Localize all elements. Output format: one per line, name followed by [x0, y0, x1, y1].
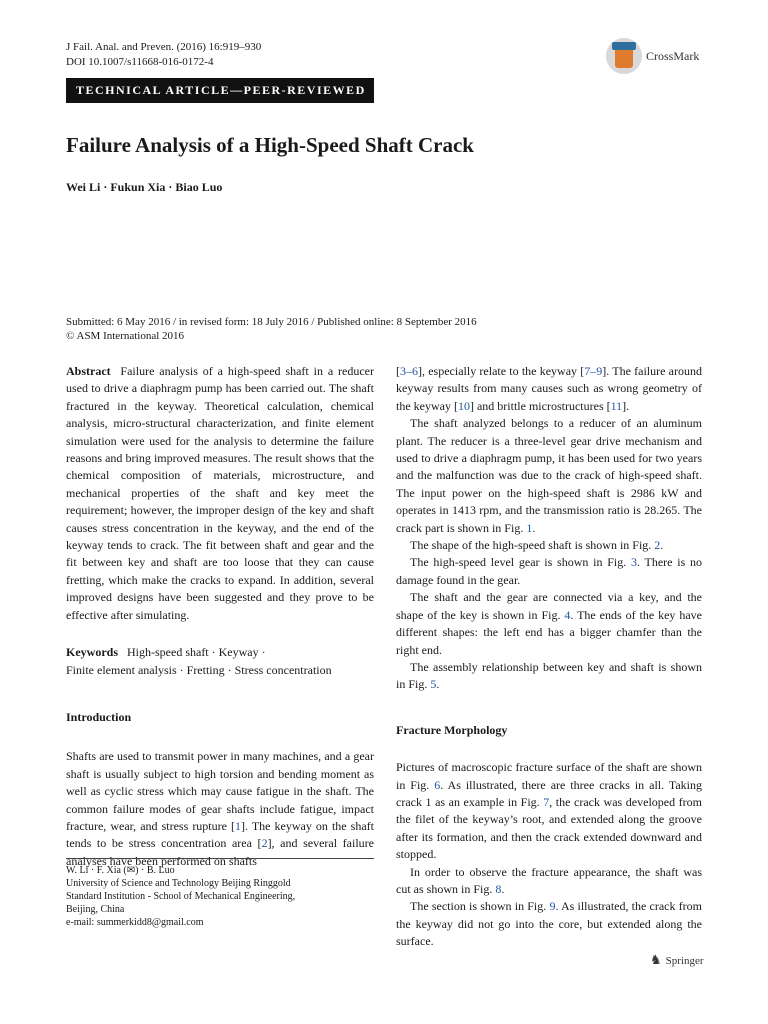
- author-list: Wei Li · Fukun Xia · Biao Luo: [66, 180, 223, 194]
- figure-link[interactable]: 4: [564, 607, 571, 622]
- figure-link[interactable]: 5: [430, 677, 437, 692]
- publisher-logo: [650, 952, 704, 968]
- author-email[interactable]: e-mail: summerkidd8@gmail.com: [66, 917, 204, 928]
- reference-link[interactable]: 7–9: [584, 364, 603, 378]
- fracture-heading: Fracture Morphology: [396, 722, 508, 737]
- figure-link[interactable]: 8: [495, 881, 502, 896]
- doi-line[interactable]: DOI 10.1007/s11668-016-0172-4: [66, 56, 214, 68]
- keywords-line-1: High-speed shaft · Keyway ·: [127, 645, 266, 660]
- reference-link[interactable]: 11: [610, 398, 623, 413]
- crossmark-label: CrossMark: [646, 49, 700, 63]
- keywords: [66, 644, 374, 679]
- introduction-heading: Introduction: [66, 709, 132, 724]
- intro-continued-paragraph: [3–6], especially relate to the keyway [7–9]. The failure around keyway results from many causes such as wrong geometry of the keyway [10] and brittle microstructures [11].: [396, 364, 702, 413]
- key-paragraph: The shaft and the gear are connected via a key, and the shape of the key is shown in Fig. 4. The ends of the key have different shapes: the left end has a bigger chamfer than the right end.: [396, 590, 702, 657]
- fracture-paragraph-3: The section is shown in Fig. 9. As illustrated, the crack from the keyway did not go into the core, but extended along the surface.: [396, 899, 703, 949]
- figure-link[interactable]: 1: [526, 520, 533, 535]
- shaft-shape-paragraph: The shape of the high-speed shaft is shown in Fig. 2.: [410, 538, 664, 553]
- keywords-line-2: Finite element analysis · Fretting · Stress concentration: [66, 662, 332, 677]
- author-affiliation-footnote: [66, 858, 374, 929]
- figure-link[interactable]: 6: [434, 777, 441, 792]
- figure-link[interactable]: 3: [630, 555, 637, 570]
- shaft-description-paragraph: The shaft analyzed belongs to a reducer of an aluminum plant. The reducer is a three-level gear drive mechanism and used to drive a diaphragm pump, it has been used for two years and the malfunction was due to the crack of high-speed shaft. The input power on the high-speed shaft is 2986 kW and operates in 1413 rpm, and the transmission ratio is 28.265. The crack part is shown in Fig. 1.: [396, 416, 702, 535]
- figure-link[interactable]: 7: [543, 794, 550, 809]
- footnote-authors: W. Li · F. Xia (✉) · B. Luo: [66, 865, 175, 876]
- fracture-paragraph-1: Pictures of macroscopic fracture surface of the shaft are shown in Fig. 6. As illustrated, there are three cracks in all. Taking crack 1 as an example in Fig. 7, the crack was developed from the filet of the keyway’s root, and extended along the groove after its formation, and then the crack extended downward and stopped.: [396, 760, 702, 862]
- publisher-name: Springer: [665, 955, 704, 967]
- article-title: Failure Analysis of a High-Speed Shaft Crack: [66, 133, 474, 157]
- reference-link[interactable]: 3–6: [400, 364, 418, 378]
- date-history: Submitted: 6 May 2016 / in revised form: 18 July 2016 / Published online: 8 September 2016: [66, 316, 477, 328]
- reference-link[interactable]: 1: [235, 818, 242, 833]
- abstract-text: Failure analysis of a high-speed shaft in a reducer used to drive a diaphragm pump has been carried out. The shaft fractured in the keyway. Theoretical calculation, chemical analysis, micro-structural characterization, and finite element simulation were used for the analysis to determine the failure reasons and bring improved measures. The result shows that the chemical composition of materials, microstructure, and mechanical properties of the shaft and key meet the requirement; however, the improper design of the key and shaft causes stress concentration in the keyway, and the end of the keyway tends to crack. The fit between shaft and gear and the fit between key and shaft are too loose that they can cause fretting, which make the cracks to expand. In addition, several improved designs have been suggested and they prove to be effective after simulating.: [66, 364, 374, 622]
- assembly-paragraph: The assembly relationship between key and shaft is shown in Fig. 5.: [396, 659, 702, 692]
- copyright: © ASM International 2016: [66, 330, 185, 342]
- reference-link[interactable]: 2: [261, 836, 268, 851]
- left-column: [66, 363, 374, 870]
- affiliation-line: Standard Institution - School of Mechanical Engineering,: [66, 891, 296, 902]
- journal-line: J Fail. Anal. and Preven. (2016) 16:919–930: [66, 41, 262, 53]
- affiliation-line: University of Science and Technology Beijing Ringgold: [66, 878, 291, 889]
- journal-citation: [66, 40, 261, 70]
- gear-paragraph: The high-speed level gear is shown in Fig. 3. There is no damage found in the gear.: [396, 555, 703, 587]
- introduction-paragraph: Shafts are used to transmit power in many machines, and a gear shaft is usually subject to high torsion and bending moment as well as cyclic stress which may cause fatigue in the shaft. The common failure modes of gear shafts include fatigue, impact fracture, wear, and stress rupture [1]. The keyway on the shaft tends to be stress concentration area [2], and several failure analyses have been performed on shafts: [66, 749, 374, 868]
- right-column: [396, 363, 702, 951]
- publication-dates: [66, 315, 477, 343]
- keywords-label: Keywords: [66, 645, 118, 660]
- springer-horse-icon: ♞: [650, 952, 662, 967]
- article-type-banner: TECHNICAL ARTICLE—PEER-REVIEWED: [66, 78, 374, 103]
- figure-link[interactable]: 2: [654, 538, 661, 553]
- crossmark-badge[interactable]: [606, 38, 716, 78]
- crossmark-icon: [606, 38, 642, 74]
- affiliation-line: Beijing, China: [66, 904, 125, 915]
- abstract-label: Abstract: [66, 364, 111, 378]
- fracture-paragraph-2: In order to observe the fracture appearance, the shaft was cut as shown in Fig. 8.: [396, 864, 702, 896]
- abstract: [66, 363, 374, 624]
- reference-link[interactable]: 10: [457, 398, 470, 413]
- envelope-icon: ✉: [126, 865, 136, 876]
- figure-link[interactable]: 9: [549, 899, 556, 914]
